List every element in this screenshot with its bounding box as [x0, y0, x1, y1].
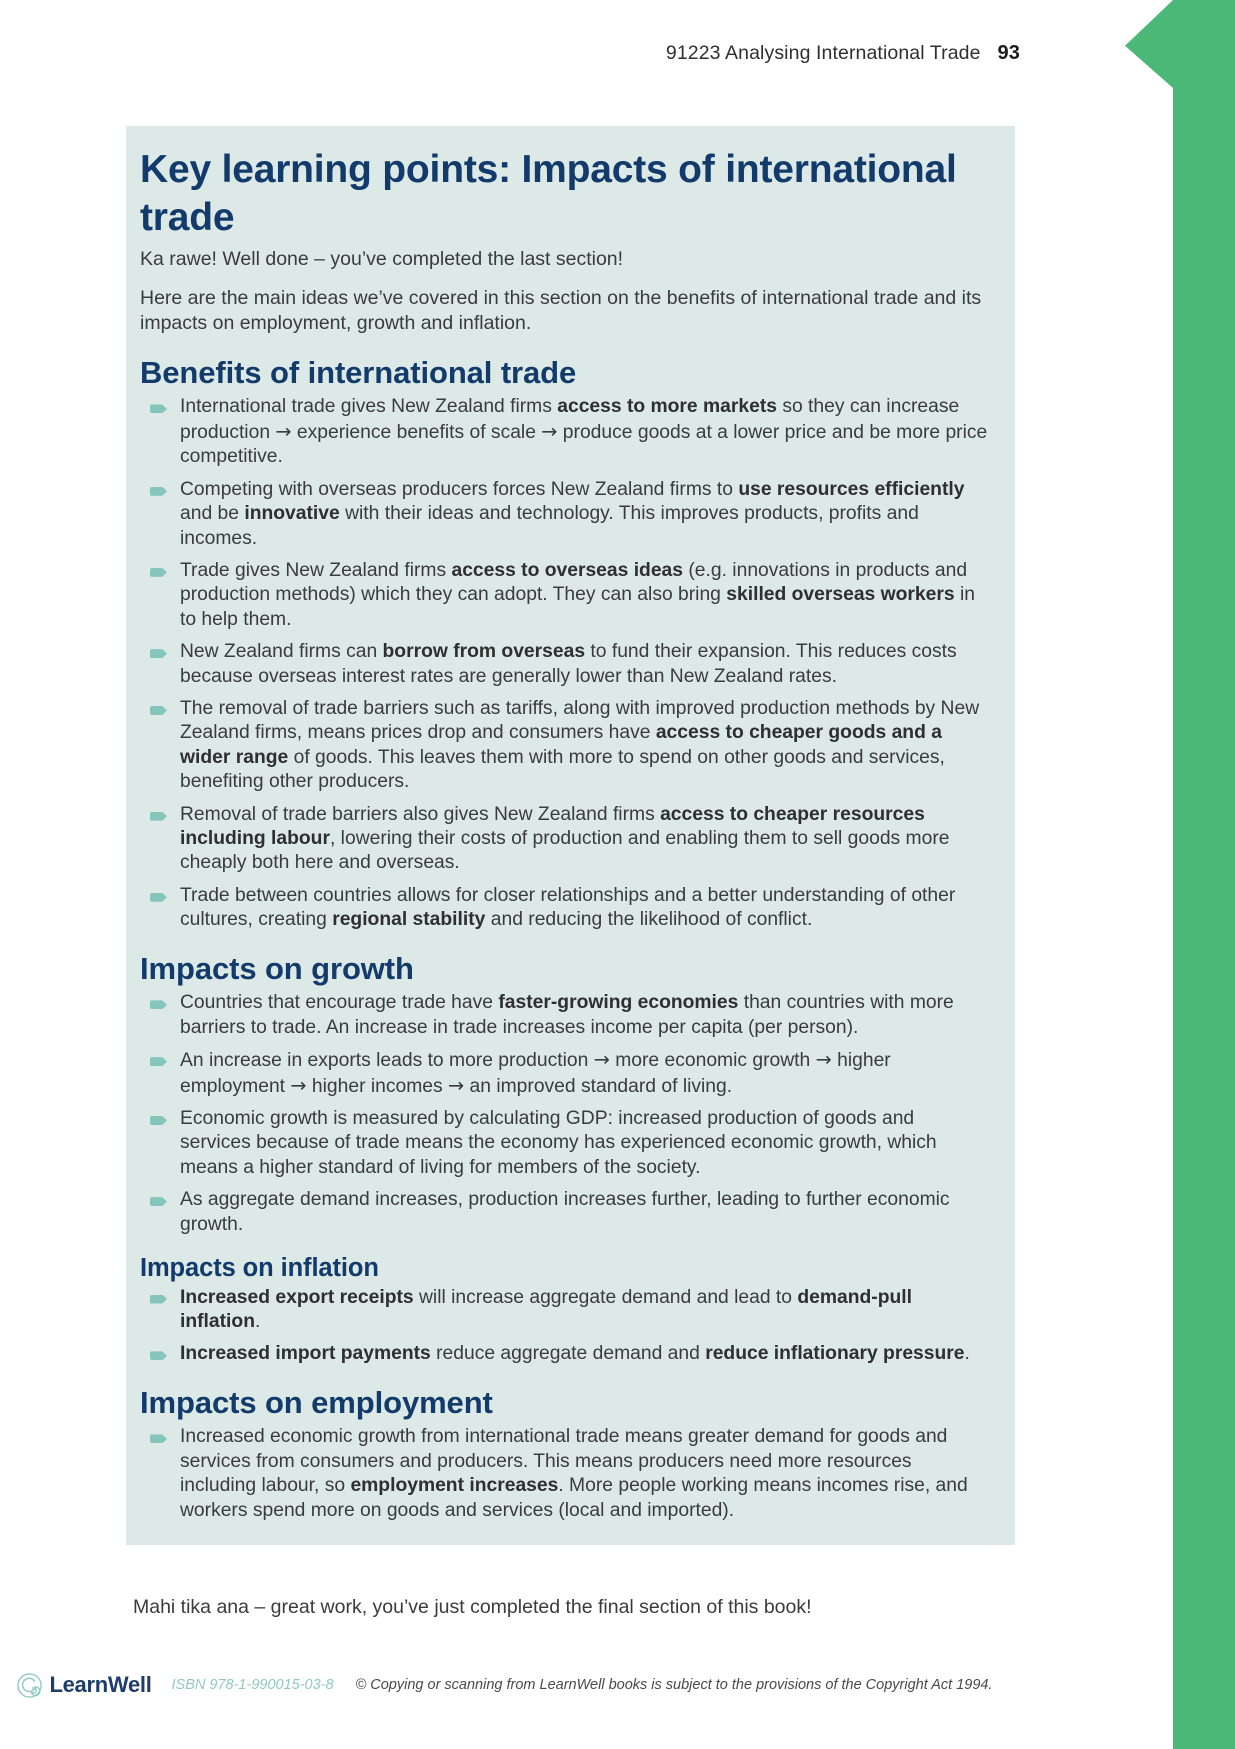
learnwell-wordmark: LearnWell: [49, 1672, 152, 1697]
panel-intro: Here are the main ideas we’ve covered in this section on the benefits of international trade and its impacts on employment, growth and inflation.: [140, 287, 982, 335]
copyright-notice: © Copying or scanning from LearnWell books is subject to the provisions of the Copyright Act 1994.: [355, 1677, 993, 1693]
panel-title: Key learning points: Impacts of international trade: [140, 148, 957, 240]
section-heading: Impacts on employment: [140, 1384, 493, 1420]
section-bullet-list: [140, 991, 989, 1237]
section-marker-tab: [1125, 0, 1173, 88]
running-head-title: 91223 Analysing International Trade: [665, 42, 981, 64]
pennant-bullet-icon: [150, 893, 167, 902]
bullet-item: [140, 991, 989, 1040]
bullet-text: Competing with overseas producers forces New Zealand firms to use resources efficiently and be innovative with their ideas and technology. This improves products, profits and incomes.: [180, 478, 965, 549]
learnwell-koru-logo-icon: [17, 1673, 42, 1698]
pennant-bullet-icon: [150, 1057, 167, 1066]
page-number: 93: [997, 42, 1020, 64]
bullet-text: As aggregate demand increases, production increases further, leading to further economic growth.: [180, 1189, 950, 1235]
key-learning-points-panel: [126, 126, 1015, 1545]
sections-container: [140, 356, 989, 1523]
bullet-text: New Zealand firms can borrow from overseas to fund their expansion. This reduces costs because overseas interest rates are generally lower than New Zealand rates.: [180, 641, 957, 687]
running-head: [0, 42, 1020, 65]
bullet-item: [140, 559, 989, 632]
bullet-text: Economic growth is measured by calculating GDP: increased production of goods and services because of trade means the economy has experienced economic growth, which means a higher standard of living for members of the society.: [180, 1107, 937, 1178]
bullet-item: [140, 1107, 989, 1180]
bullet-text: Increased export receipts will increase aggregate demand and lead to demand-pull inflation.: [180, 1286, 912, 1332]
bullet-item: [140, 1342, 989, 1366]
pennant-bullet-icon: [150, 487, 167, 496]
pennant-bullet-icon: [150, 1295, 167, 1304]
pennant-bullet-icon: [150, 1197, 167, 1206]
bullet-item: [140, 697, 989, 795]
bullet-text: Removal of trade barriers also gives New Zealand firms access to cheaper resources including labour, lowering their costs of production and enabling them to sell goods more cheaply both here and overseas.: [180, 803, 950, 874]
bullet-text: International trade gives New Zealand firms access to more markets so they can increase production → experience benefits of scale → produce goods at a lower price and be more price competitive.: [180, 396, 988, 468]
pennant-bullet-icon: [150, 1000, 167, 1009]
bullet-item: [140, 395, 989, 469]
isbn-text: ISBN 978-1-990015-03-8: [171, 1677, 334, 1693]
pennant-bullet-icon: [150, 1434, 167, 1443]
panel-subtitle: Ka rawe! Well done – you’ve completed the last section!: [140, 247, 624, 270]
page-edge-green-band: [1173, 0, 1235, 1749]
pennant-bullet-icon: [150, 568, 167, 577]
bullet-text: An increase in exports leads to more production → more economic growth → higher employment → higher incomes → an improved standard of living.: [180, 1048, 891, 1097]
section-bullet-list: [140, 1286, 989, 1367]
pennant-bullet-icon: [150, 404, 167, 413]
bullet-text: Increased import payments reduce aggregate demand and reduce inflationary pressure.: [180, 1343, 970, 1365]
pennant-bullet-icon: [150, 1116, 167, 1125]
bullet-item: [140, 884, 989, 933]
pennant-bullet-icon: [150, 1351, 167, 1360]
pennant-bullet-icon: [150, 649, 167, 658]
pennant-bullet-icon: [150, 812, 167, 821]
bullet-text: Countries that encourage trade have faster-growing economies than countries with more barriers to trade. An increase in trade increases income per capita (per person).: [180, 992, 954, 1038]
section-heading: Impacts on growth: [140, 950, 414, 986]
bullet-item: [140, 1425, 989, 1523]
bullet-item: [140, 478, 989, 551]
section-bullet-list: [140, 395, 989, 932]
section-heading: Benefits of international trade: [140, 354, 577, 390]
pennant-bullet-icon: [150, 706, 167, 715]
section-bullet-list: [140, 1425, 989, 1523]
bullet-item: [140, 1286, 989, 1335]
bullet-text: Increased economic growth from international trade means greater demand for goods and services from consumers and producers. This means producers need more resources including labour, so employment increases. More people working means incomes rise, and workers spend more on goods and services (local and imported).: [180, 1426, 968, 1521]
page-footer: [0, 1672, 1010, 1698]
bullet-text: The removal of trade barriers such as tariffs, along with improved production methods by New Zealand firms, means prices drop and consumers have access to cheaper goods and a wider range of goods. This leaves them with more to spend on other goods and services, benefiting other producers.: [180, 697, 980, 793]
bullet-item: [140, 640, 989, 689]
bullet-item: [140, 1048, 989, 1099]
bullet-item: [140, 803, 989, 876]
bullet-item: [140, 1188, 989, 1237]
bullet-text: Trade gives New Zealand firms access to overseas ideas (e.g. innovations in products and production methods) which they can adopt. They can also bring skilled overseas workers in to help them.: [180, 559, 975, 630]
section-heading: Impacts on inflation: [140, 1253, 379, 1282]
closing-line: Mahi tika ana – great work, you’ve just completed the final section of this book!: [133, 1596, 812, 1618]
bullet-text: Trade between countries allows for closer relationships and a better understanding of other cultures, creating regional stability and reducing the likelihood of conflict.: [180, 884, 956, 931]
